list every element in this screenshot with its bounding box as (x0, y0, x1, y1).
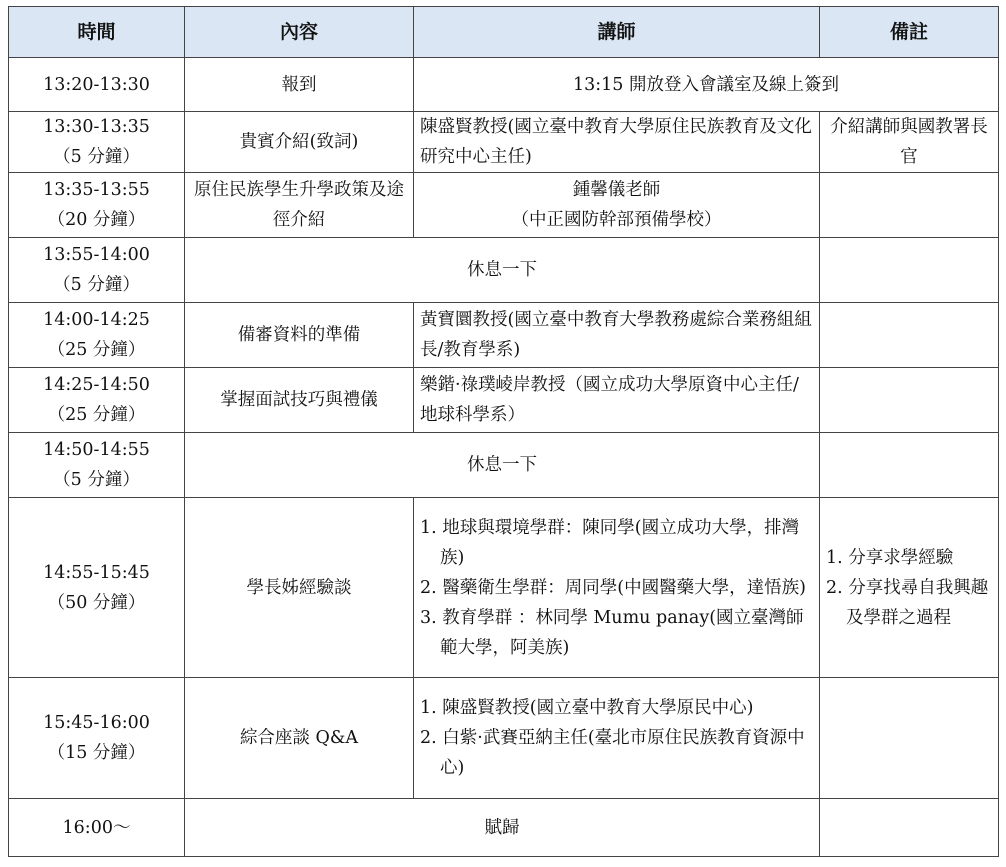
note-list (826, 543, 992, 633)
speaker-cell: 陳盛賢教授(國立臺中教育大學原住民族教育及文化研究中心主任) (414, 112, 820, 173)
time-range: 14:00-14:25 (43, 310, 150, 330)
speaker-list (420, 693, 813, 783)
speaker-list (420, 513, 813, 663)
content-cell: 貴賓介紹(致詞) (185, 112, 414, 173)
note-cell (820, 498, 999, 678)
time-cell (9, 498, 185, 678)
time-cell (9, 368, 185, 433)
list-item: 2. 白紫·武賽亞納主任(臺北市原住民族教育資源中心) (420, 728, 805, 778)
table-row (9, 678, 999, 799)
break-cell: 休息一下 (185, 238, 820, 303)
table-row (9, 238, 999, 303)
list-item: 1. 地球與環境學群：陳同學(國立成功大學，排灣族) (420, 517, 800, 568)
duration: （5 分鐘） (53, 470, 140, 490)
header-speaker: 講師 (414, 7, 820, 58)
time-range: 13:55-14:00 (43, 245, 150, 265)
duration: （5 分鐘） (53, 275, 140, 295)
note-cell (820, 368, 999, 433)
speaker-org: （中正國防幹部預備學校） (511, 210, 722, 230)
time-range: 14:50-14:55 (43, 440, 150, 460)
note-cell (820, 678, 999, 799)
content-cell: 備審資料的準備 (185, 303, 414, 368)
table-row (9, 58, 999, 112)
time-range: 14:55-15:45 (43, 562, 150, 583)
list-item: 1. 陳盛賢教授(國立臺中教育大學原民中心) (420, 698, 754, 718)
table-row (9, 799, 999, 857)
table-header-row (9, 7, 999, 58)
time-cell (9, 173, 185, 238)
list-item: 1. 分享求學經驗 (826, 547, 954, 568)
header-note: 備註 (820, 7, 999, 58)
header-time: 時間 (9, 7, 185, 58)
time-cell (9, 238, 185, 303)
table-row (9, 303, 999, 368)
duration: （20 分鐘） (47, 210, 146, 230)
note-cell (820, 238, 999, 303)
speaker-cell: 黃寶圜教授(國立臺中教育大學教務處綜合業務組組長/教育學系) (414, 303, 820, 368)
content-cell: 綜合座談 Q&A (185, 678, 414, 799)
list-item: 2. 醫藥衛生學群：周同學(中國醫藥大學，達悟族) (420, 577, 806, 598)
time-cell (9, 303, 185, 368)
speaker-cell: 13:15 開放登入會議室及線上簽到 (414, 58, 999, 112)
speaker-cell (414, 173, 820, 238)
speaker-cell (414, 498, 820, 678)
content-cell: 原住民族學生升學政策及途徑介紹 (185, 173, 414, 238)
duration: （25 分鐘） (47, 340, 146, 360)
duration: （15 分鐘） (47, 743, 146, 763)
header-content: 內容 (185, 7, 414, 58)
table-row (9, 112, 999, 173)
time-range: 13:35-13:55 (43, 180, 150, 200)
speaker-cell (414, 678, 820, 799)
content-cell: 掌握面試技巧與禮儀 (185, 368, 414, 433)
schedule-table (8, 6, 999, 857)
table-row (9, 498, 999, 678)
content-cell: 報到 (185, 58, 414, 112)
time-cell (9, 112, 185, 173)
duration: （25 分鐘） (47, 405, 146, 425)
break-cell: 休息一下 (185, 433, 820, 498)
note-cell (820, 173, 999, 238)
closing-cell: 賦歸 (185, 799, 820, 857)
time-cell (9, 433, 185, 498)
time-range: 14:25-14:50 (43, 375, 150, 395)
speaker-name: 鍾馨儀老師 (572, 180, 661, 200)
time-cell (9, 678, 185, 799)
note-cell (820, 303, 999, 368)
schedule-table-container (8, 6, 999, 857)
table-row (9, 433, 999, 498)
time-cell (9, 58, 185, 112)
time-cell: 16:00～ (9, 799, 185, 857)
duration: （50 分鐘） (47, 592, 146, 613)
duration: （5 分鐘） (53, 147, 140, 167)
content-cell: 學長姊經驗談 (185, 498, 414, 678)
time-range: 13:30-13:35 (43, 117, 150, 137)
time-range: 15:45-16:00 (43, 713, 150, 733)
note-cell (820, 433, 999, 498)
table-row (9, 368, 999, 433)
list-item: 2. 分享找尋自我興趣及學群之過程 (826, 577, 989, 628)
note-cell (820, 799, 999, 857)
list-item: 3. 教育學群 ：林同學 Mumu panay(國立臺灣師範大學，阿美族) (420, 607, 804, 658)
table-row (9, 173, 999, 238)
note-cell: 介紹講師與國教署長官 (820, 112, 999, 173)
speaker-cell: 樂鍇·祿璞崚岸教授（國立成功大學原資中心主任/地球科學系） (414, 368, 820, 433)
time-range: 13:20-13:30 (43, 74, 150, 95)
